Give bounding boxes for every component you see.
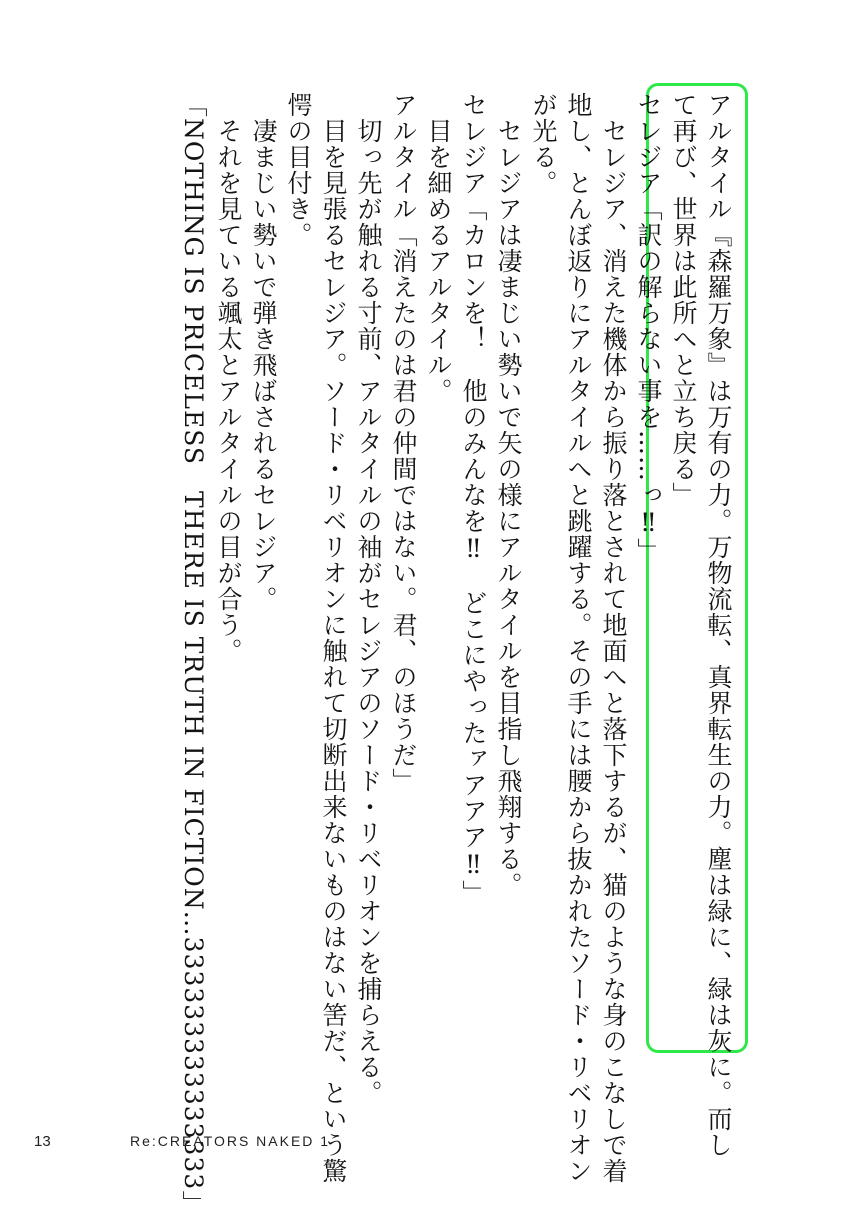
text-line: セレジアは凄まじい勢いで矢の様にアルタイルを目指し飛翔する。 [494,92,523,898]
text-line: が光る。 [529,92,558,196]
text-line: 愕の目付き。 [284,92,313,248]
book-title: Re:CREATORS NAKED 1 [130,1133,331,1149]
text-line: て再び、世界は此所へと立ち戻る」 [669,92,698,508]
text-line: それを見ている颯太とアルタイルの目が合う。 [214,92,243,664]
text-line: 「NOTHING IS PRICELESS THERE IS TRUTH IN FICTION…333333333333333」 [179,92,208,1216]
text-line: 切っ先が触れる寸前、アルタイルの袖がセレジアのソード・リベリオンを捕らえる。 [354,92,383,1106]
text-line: 目を細めるアルタイル。 [424,92,453,404]
text-line: セレジア、消えた機体から振り落とされて地面へと落下するが、猫のような身のこなしで着 [599,92,628,1184]
text-line: セレジア「カロンを！ 他のみんなを‼ どこにやったァアアア‼」 [459,92,488,906]
text-line: セレジア「訳の解らない事を……っ‼」 [634,92,663,564]
text-line: 目を見張るセレジア。ソード・リベリオンに触れて切断出来ないものはない筈だ、という驚 [319,92,348,1184]
text-line: 凄まじい勢いで弾き飛ばされるセレジア。 [249,92,278,612]
text-line: 地し、とんぼ返りにアルタイルへと跳躍する。その手には腰から抜かれたソード・リベリオン [564,92,593,1184]
page-number: 13 [34,1133,51,1150]
text-line: アルタイル『森羅万象』は万有の力。万物流転、真界転生の力。塵は緑に、緑は灰に。而し [704,92,733,1158]
text-line: アルタイル「消えたのは君の仲間ではない。君、のほうだ」 [389,92,418,794]
